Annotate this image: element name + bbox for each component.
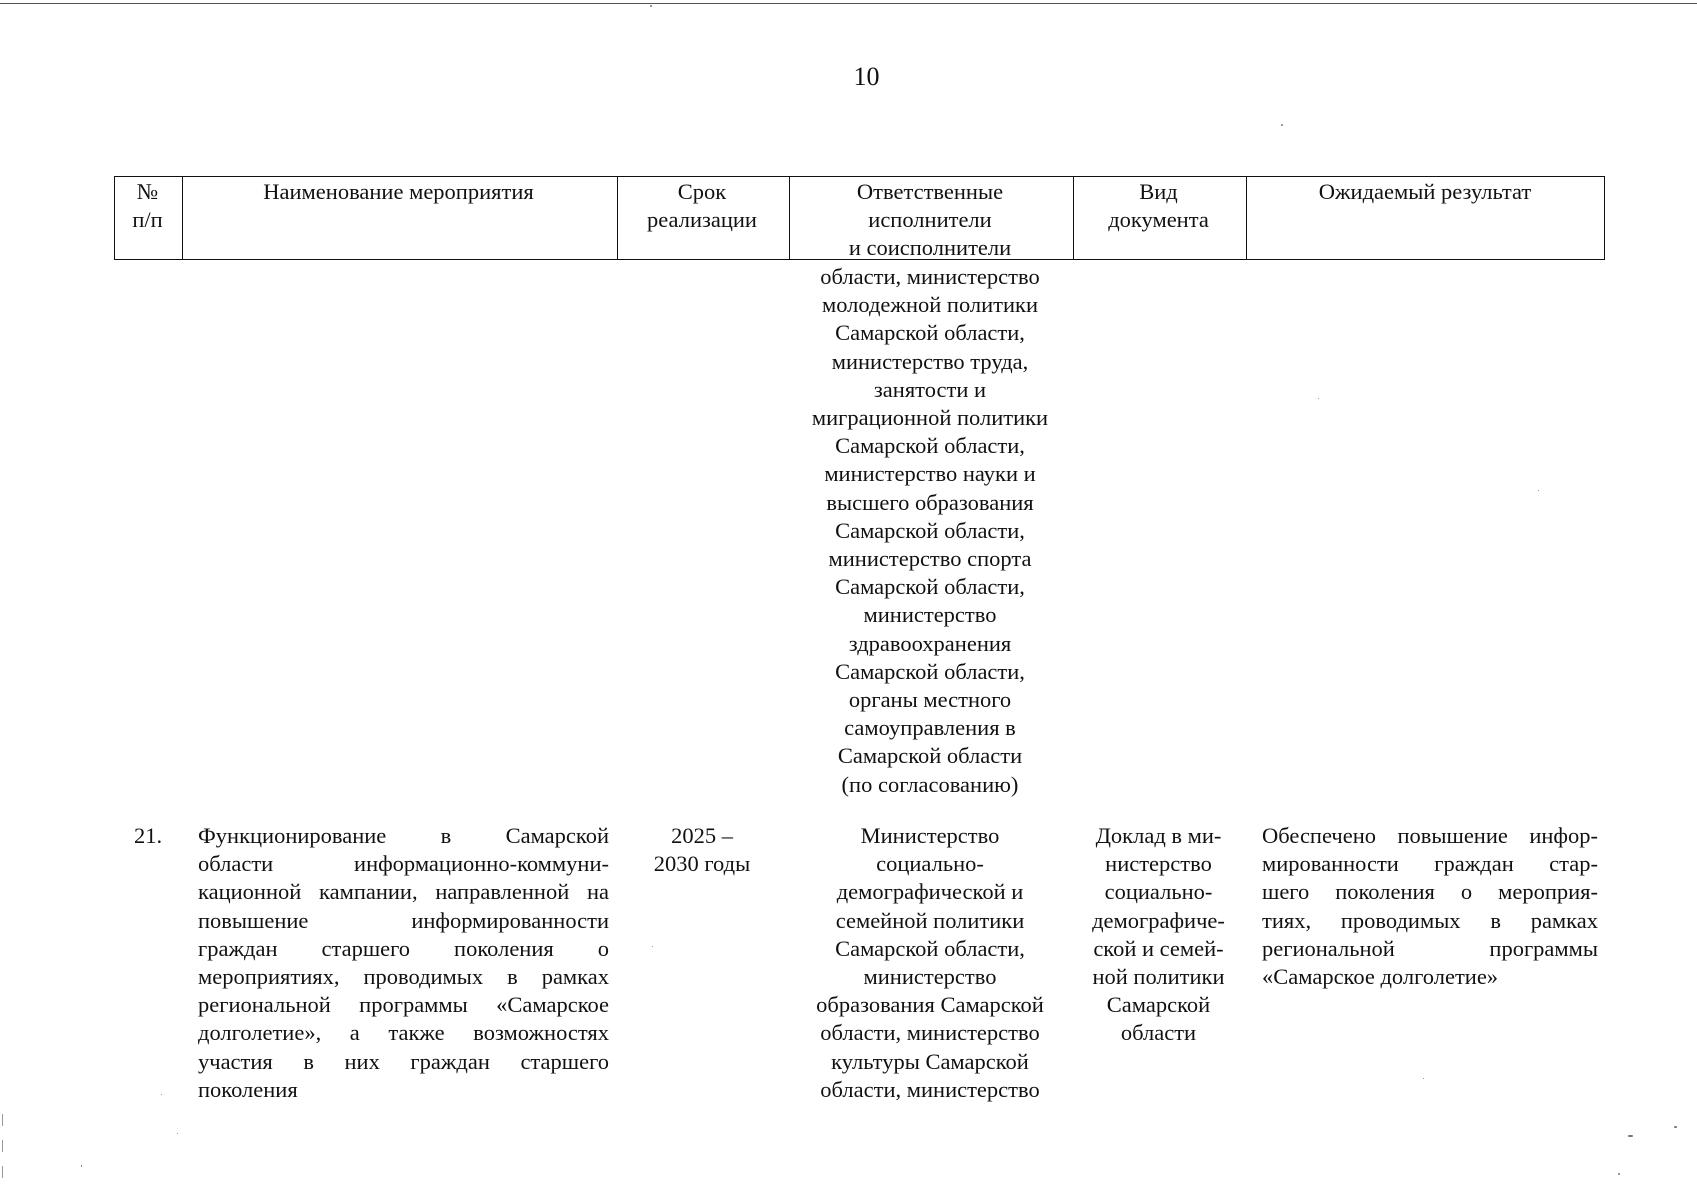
- header-cell-result: Ожидаемый результат: [1318, 179, 1532, 204]
- row-21-result: Обеспечено повышение инфор- мированности граждан стар- шего поколения о мероприя- тиях, проводимых в рамках региональной программы «Самарское долголетие»: [1262, 823, 1598, 990]
- scan-edge-mark: [2, 1114, 3, 1126]
- scan-speck: [1423, 1078, 1424, 1079]
- row-21-executors: Министерство социально- демографической и семейной политики Самарской области, министерство образования Самарской области, министерство культуры Самарской области, министерство: [816, 823, 1044, 1102]
- scan-edge-mark: [2, 1166, 3, 1178]
- header-cell-number: № п/п: [132, 179, 163, 232]
- header-cell-executors: Ответственные исполнители и соисполнители: [848, 179, 1012, 260]
- scan-speck: [650, 5, 652, 7]
- scan-speck: [1538, 490, 1539, 491]
- scan-speck: [1618, 1173, 1620, 1175]
- scan-edge-mark: [2, 1140, 3, 1152]
- top-border-line: [0, 3, 1697, 4]
- continued-executors-cell: области, министерство молодежной политики Самарской области, министерство труда, занятости и миграционной политики Самарской области, министерство науки и высшего образования Самарской области, министерство спорта Самарской области, министерство здравоохранения Самарской области, органы местного самоуправления в Самарской области (по согласованию): [811, 264, 1049, 797]
- row-21-term: 2025 – 2030 годы: [653, 823, 751, 877]
- scan-speck: [1318, 398, 1319, 399]
- scan-speck: [1674, 1126, 1677, 1128]
- header-cell-term: Срок реализации: [647, 179, 757, 232]
- header-cell-name: Наименование мероприятия: [263, 179, 534, 204]
- row-21-document: Доклад в ми- нистерство социально- демографиче- ской и семей- ной политики Самарской области: [1092, 823, 1225, 1046]
- row-21-name: Функционирование в Самарской области информационно-коммуни- кационной кампании, направленной на повышение информированности граждан старшего поколения о мероприятиях, проводимых в рамках региональной программы «Самарское долголетие», а также возможностях участия в них граждан старшего поколения: [198, 823, 609, 1102]
- scan-speck: [652, 946, 653, 947]
- scan-speck: [1281, 124, 1283, 126]
- scan-speck: [81, 1165, 82, 1167]
- header-cell-document: Вид документа: [1108, 179, 1209, 232]
- scan-speck: [161, 1094, 162, 1095]
- scan-speck: [1628, 1135, 1633, 1137]
- row-21-number: 21.: [134, 823, 163, 848]
- page-number: 10: [853, 62, 880, 91]
- scan-speck: [177, 1133, 178, 1134]
